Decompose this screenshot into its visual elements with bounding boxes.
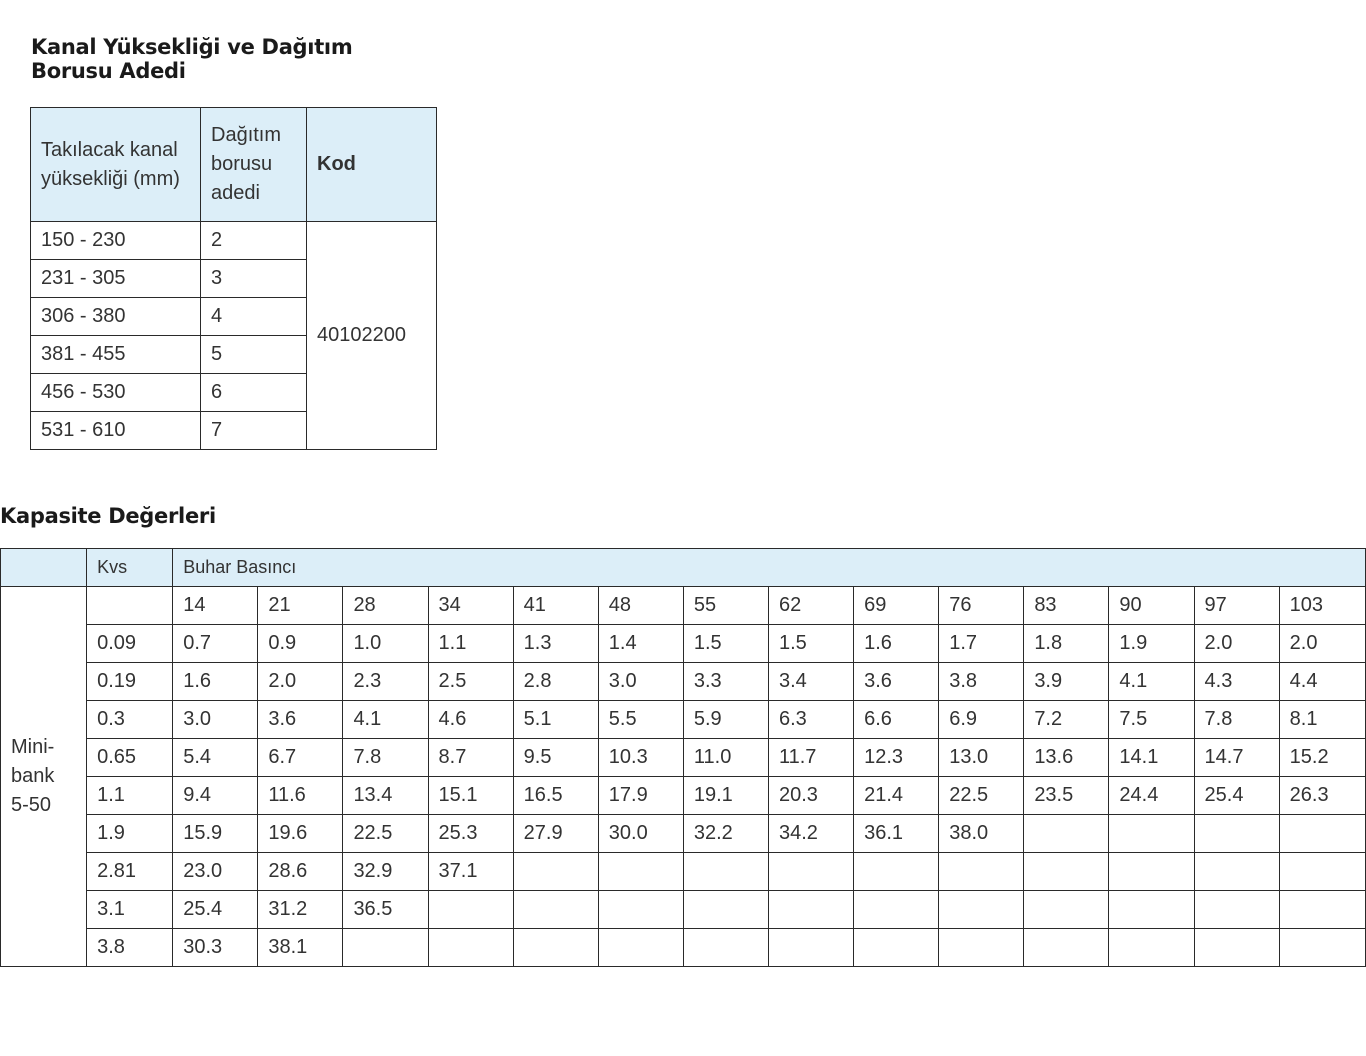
pressure-cell: 14: [173, 587, 258, 625]
capacity-cell: 15.2: [1279, 739, 1365, 777]
capacity-cell: 23.5: [1024, 777, 1109, 815]
kvs-cell: 0.3: [87, 701, 173, 739]
capacity-cell: 1.5: [768, 625, 853, 663]
capacity-cell: 3.9: [1024, 663, 1109, 701]
pipe-count-cell: 5: [201, 336, 307, 374]
capacity-cell: 9.5: [513, 739, 598, 777]
capacity-cell: 7.2: [1024, 701, 1109, 739]
kvs-cell: 1.9: [87, 815, 173, 853]
table-row: [1, 701, 1366, 739]
capacity-cell: [768, 929, 853, 967]
capacity-cell: 5.5: [598, 701, 683, 739]
capacity-cell: 36.5: [343, 891, 428, 929]
capacity-cell: 3.8: [939, 663, 1024, 701]
capacity-cell: [1194, 891, 1279, 929]
header-kvs: Kvs: [87, 549, 173, 587]
capacity-cell: 3.3: [683, 663, 768, 701]
capacity-cell: [513, 891, 598, 929]
capacity-cell: 9.4: [173, 777, 258, 815]
capacity-cell: 5.9: [683, 701, 768, 739]
pipe-count-cell: 6: [201, 374, 307, 412]
capacity-cell: [598, 853, 683, 891]
capacity-cell: [768, 891, 853, 929]
capacity-cell: 12.3: [854, 739, 939, 777]
capacity-cell: 11.0: [683, 739, 768, 777]
capacity-cell: 2.5: [428, 663, 513, 701]
pressure-cell: 28: [343, 587, 428, 625]
capacity-cell: 16.5: [513, 777, 598, 815]
pressure-cell: 34: [428, 587, 513, 625]
capacity-cell: [1024, 815, 1109, 853]
capacity-cell: 2.0: [258, 663, 343, 701]
capacity-cell: 15.1: [428, 777, 513, 815]
capacity-cell: [854, 853, 939, 891]
header-pipe-count: Dağıtım borusu adedi: [201, 108, 307, 222]
capacity-cell: 37.1: [428, 853, 513, 891]
capacity-cell: 11.7: [768, 739, 853, 777]
header-duct-height: Takılacak kanal yüksekliği (mm): [31, 108, 201, 222]
capacity-cell: 1.9: [1109, 625, 1194, 663]
capacity-cell: [1109, 929, 1194, 967]
capacity-cell: [768, 853, 853, 891]
capacity-cell: 1.4: [598, 625, 683, 663]
duct-height-cell: 306 - 380: [31, 298, 201, 336]
capacity-cell: 1.1: [428, 625, 513, 663]
capacity-cell: 22.5: [939, 777, 1024, 815]
header-steam-pressure: Buhar Basıncı: [173, 549, 1366, 587]
capacity-cell: 8.7: [428, 739, 513, 777]
pressure-cell: 76: [939, 587, 1024, 625]
capacity-cell: 2.8: [513, 663, 598, 701]
capacity-cell: 3.6: [258, 701, 343, 739]
kvs-cell: 1.1: [87, 777, 173, 815]
product-label-cell: Mini-bank 5-50: [1, 587, 87, 967]
capacity-cell: [1279, 853, 1365, 891]
capacity-cell: [428, 929, 513, 967]
capacity-table: [0, 548, 1366, 967]
capacity-cell: 38.0: [939, 815, 1024, 853]
duct-height-cell: 531 - 610: [31, 412, 201, 450]
capacity-cell: 6.9: [939, 701, 1024, 739]
table2-title: Kapasite Değerleri: [0, 504, 216, 528]
capacity-cell: 11.6: [258, 777, 343, 815]
table-row: [1, 929, 1366, 967]
capacity-cell: [939, 891, 1024, 929]
capacity-cell: [1024, 891, 1109, 929]
capacity-cell: [428, 891, 513, 929]
capacity-cell: 7.8: [343, 739, 428, 777]
table-row: [1, 891, 1366, 929]
capacity-cell: 31.2: [258, 891, 343, 929]
capacity-cell: [1024, 853, 1109, 891]
pressure-cell: 62: [768, 587, 853, 625]
pressure-cell: 83: [1024, 587, 1109, 625]
capacity-cell: 4.6: [428, 701, 513, 739]
duct-height-cell: 231 - 305: [31, 260, 201, 298]
table-row: [1, 853, 1366, 891]
capacity-cell: 17.9: [598, 777, 683, 815]
capacity-cell: 15.9: [173, 815, 258, 853]
capacity-cell: 30.0: [598, 815, 683, 853]
table-row: [1, 739, 1366, 777]
pressure-row: [1, 587, 1366, 625]
table-row: [1, 815, 1366, 853]
capacity-cell: 1.8: [1024, 625, 1109, 663]
capacity-cell: 8.1: [1279, 701, 1365, 739]
capacity-cell: 5.1: [513, 701, 598, 739]
capacity-cell: 25.4: [1194, 777, 1279, 815]
header-empty-cell: [1, 549, 87, 587]
capacity-cell: [513, 853, 598, 891]
capacity-cell: [343, 929, 428, 967]
capacity-cell: 1.6: [854, 625, 939, 663]
capacity-cell: 3.6: [854, 663, 939, 701]
capacity-cell: 32.9: [343, 853, 428, 891]
capacity-cell: 7.8: [1194, 701, 1279, 739]
capacity-cell: 13.6: [1024, 739, 1109, 777]
pressure-cell: 97: [1194, 587, 1279, 625]
capacity-cell: 2.0: [1279, 625, 1365, 663]
capacity-cell: [683, 853, 768, 891]
capacity-cell: [598, 891, 683, 929]
capacity-cell: 1.3: [513, 625, 598, 663]
capacity-cell: 13.0: [939, 739, 1024, 777]
capacity-cell: [513, 929, 598, 967]
capacity-cell: 13.4: [343, 777, 428, 815]
capacity-cell: 4.1: [1109, 663, 1194, 701]
capacity-cell: 22.5: [343, 815, 428, 853]
capacity-cell: 27.9: [513, 815, 598, 853]
capacity-cell: 34.2: [768, 815, 853, 853]
table1-title-line1: Kanal Yüksekliği ve Dağıtım: [31, 35, 353, 59]
capacity-cell: [1109, 815, 1194, 853]
capacity-cell: 1.7: [939, 625, 1024, 663]
capacity-cell: 3.0: [598, 663, 683, 701]
capacity-cell: [683, 891, 768, 929]
capacity-cell: 2.3: [343, 663, 428, 701]
capacity-cell: 6.3: [768, 701, 853, 739]
pipe-count-cell: 2: [201, 222, 307, 260]
capacity-header-row: [1, 549, 1366, 587]
capacity-cell: 6.7: [258, 739, 343, 777]
kvs-cell: 3.8: [87, 929, 173, 967]
capacity-cell: 4.1: [343, 701, 428, 739]
capacity-cell: 19.1: [683, 777, 768, 815]
capacity-cell: 26.3: [1279, 777, 1365, 815]
capacity-cell: 3.4: [768, 663, 853, 701]
table-row: [1, 777, 1366, 815]
capacity-cell: 6.6: [854, 701, 939, 739]
capacity-cell: [1279, 815, 1365, 853]
capacity-cell: 24.4: [1109, 777, 1194, 815]
capacity-cell: 28.6: [258, 853, 343, 891]
table1-title: [31, 35, 352, 83]
capacity-cell: 0.9: [258, 625, 343, 663]
capacity-cell: 1.0: [343, 625, 428, 663]
capacity-cell: 21.4: [854, 777, 939, 815]
capacity-cell: 30.3: [173, 929, 258, 967]
capacity-cell: [1279, 929, 1365, 967]
kvs-cell: 0.19: [87, 663, 173, 701]
capacity-cell: 14.1: [1109, 739, 1194, 777]
capacity-cell: [1194, 815, 1279, 853]
pressure-cell: 21: [258, 587, 343, 625]
capacity-cell: [683, 929, 768, 967]
capacity-cell: 20.3: [768, 777, 853, 815]
capacity-cell: 1.5: [683, 625, 768, 663]
capacity-cell: 4.4: [1279, 663, 1365, 701]
kvs-cell: 2.81: [87, 853, 173, 891]
capacity-cell: [1109, 891, 1194, 929]
kvs-cell: 0.09: [87, 625, 173, 663]
capacity-cell: 23.0: [173, 853, 258, 891]
duct-height-table: [30, 107, 437, 450]
capacity-cell: 19.6: [258, 815, 343, 853]
pressure-cell: 90: [1109, 587, 1194, 625]
pressure-cell: 41: [513, 587, 598, 625]
capacity-cell: 4.3: [1194, 663, 1279, 701]
pressure-cell: 48: [598, 587, 683, 625]
capacity-cell: 0.7: [173, 625, 258, 663]
table-row: [1, 663, 1366, 701]
pipe-count-cell: 7: [201, 412, 307, 450]
capacity-cell: 7.5: [1109, 701, 1194, 739]
capacity-cell: [598, 929, 683, 967]
capacity-cell: [1279, 891, 1365, 929]
capacity-cell: 3.0: [173, 701, 258, 739]
capacity-cell: [939, 929, 1024, 967]
capacity-cell: 36.1: [854, 815, 939, 853]
pipe-count-cell: 3: [201, 260, 307, 298]
capacity-cell: 25.3: [428, 815, 513, 853]
capacity-cell: 2.0: [1194, 625, 1279, 663]
capacity-cell: [854, 929, 939, 967]
kvs-empty-cell: [87, 587, 173, 625]
capacity-cell: 1.6: [173, 663, 258, 701]
kvs-cell: 0.65: [87, 739, 173, 777]
capacity-cell: [854, 891, 939, 929]
capacity-cell: 38.1: [258, 929, 343, 967]
duct-height-cell: 150 - 230: [31, 222, 201, 260]
pressure-cell: 55: [683, 587, 768, 625]
capacity-cell: 5.4: [173, 739, 258, 777]
capacity-cell: 25.4: [173, 891, 258, 929]
table-row: [31, 222, 437, 260]
capacity-cell: [1194, 853, 1279, 891]
capacity-cell: 14.7: [1194, 739, 1279, 777]
capacity-cell: 10.3: [598, 739, 683, 777]
pipe-count-cell: 4: [201, 298, 307, 336]
table1-title-line2: Borusu Adedi: [31, 59, 186, 83]
capacity-cell: [1109, 853, 1194, 891]
pressure-cell: 69: [854, 587, 939, 625]
capacity-cell: 32.2: [683, 815, 768, 853]
duct-height-cell: 381 - 455: [31, 336, 201, 374]
header-code: Kod: [307, 108, 437, 222]
pressure-cell: 103: [1279, 587, 1365, 625]
kvs-cell: 3.1: [87, 891, 173, 929]
table-row: [1, 625, 1366, 663]
capacity-cell: [1194, 929, 1279, 967]
capacity-cell: [1024, 929, 1109, 967]
code-cell: 40102200: [307, 222, 437, 450]
capacity-cell: [939, 853, 1024, 891]
table1-header-row: [31, 108, 437, 222]
duct-height-cell: 456 - 530: [31, 374, 201, 412]
